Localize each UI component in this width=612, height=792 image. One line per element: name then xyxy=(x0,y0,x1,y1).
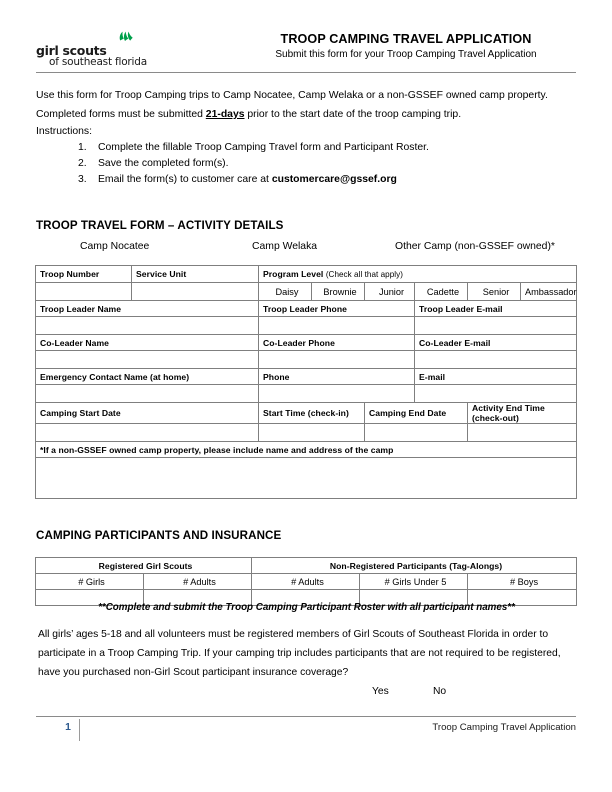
column-header-adults-nonregistered: # Adults xyxy=(252,574,360,590)
table-row xyxy=(36,574,577,590)
table-row xyxy=(36,458,577,499)
input-troop-leader-phone[interactable] xyxy=(259,317,415,335)
intro-line-1: Use this form for Troop Camping trips to Camp Nocatee, Camp Welaka or a non-GSSEF owned camp property. xyxy=(36,90,548,101)
input-camp-address[interactable] xyxy=(36,458,577,499)
table-row xyxy=(36,369,577,385)
label-troop-number: Troop Number xyxy=(36,266,132,283)
activity-details-table xyxy=(35,265,577,499)
input-troop-leader-name[interactable] xyxy=(36,317,259,335)
intro-paragraph xyxy=(36,86,581,124)
footer-page-block xyxy=(60,719,84,741)
label-coleader-email: Co-Leader E-mail xyxy=(415,335,577,351)
list-item xyxy=(36,172,556,188)
organization-logo xyxy=(36,28,196,72)
label-troop-leader-phone: Troop Leader Phone xyxy=(259,301,415,317)
column-header-boys: # Boys xyxy=(468,574,577,590)
page-number: 1 xyxy=(65,722,71,733)
input-coleader-email[interactable] xyxy=(415,351,577,369)
program-level-text: Program Level xyxy=(263,269,324,279)
footer-divider xyxy=(36,716,576,717)
input-camping-end-date[interactable] xyxy=(365,424,468,442)
program-level-hint: (Check all that apply) xyxy=(325,270,403,279)
list-item-number: 3. xyxy=(78,174,87,185)
input-coleader-phone[interactable] xyxy=(259,351,415,369)
label-troop-leader-name: Troop Leader Name xyxy=(36,301,259,317)
label-service-unit: Service Unit xyxy=(132,266,259,283)
intro-line-2 xyxy=(36,105,581,124)
insurance-no-option[interactable]: No xyxy=(433,686,447,697)
instructions-list xyxy=(36,140,556,188)
intro-line-2-pre: Completed forms must be submitted xyxy=(36,109,206,120)
girl-scouts-trefoil-icon xyxy=(116,28,138,48)
section-title-participants-insurance: CAMPING PARTICIPANTS AND INSURANCE xyxy=(36,529,282,542)
camp-options-row xyxy=(36,241,581,255)
insurance-line-3: have you purchased non-Girl Scout participant insurance coverage? xyxy=(38,667,349,678)
program-level-junior[interactable]: Junior xyxy=(365,283,415,301)
input-troop-leader-email[interactable] xyxy=(415,317,577,335)
list-item-text xyxy=(98,172,397,188)
insurance-line-1: All girls’ ages 5-18 and all volunteers must be registered members of Girl Scouts of Southeast Florida in order to xyxy=(38,629,549,640)
label-coleader-phone: Co-Leader Phone xyxy=(259,335,415,351)
label-activity-end-time: Activity End Time (check-out) xyxy=(468,403,577,424)
insurance-line-2: participate in a Troop Camping Trip. If your camping trip includes participants that are not required to be registered, xyxy=(38,648,561,659)
camp-option-welaka[interactable]: Camp Welaka xyxy=(252,241,318,252)
program-level-ambassador[interactable]: Ambassador xyxy=(521,283,577,301)
table-row xyxy=(36,283,577,301)
input-start-time[interactable] xyxy=(259,424,365,442)
instructions-label: Instructions: xyxy=(36,126,93,137)
insurance-yes-option[interactable]: Yes xyxy=(372,686,389,697)
intro-line-2-post: prior to the start date of the troop camping trip. xyxy=(244,109,462,120)
footer-document-name: Troop Camping Travel Application xyxy=(432,722,576,733)
input-troop-number[interactable] xyxy=(36,283,132,301)
program-level-daisy[interactable]: Daisy xyxy=(259,283,312,301)
table-row xyxy=(36,351,577,369)
input-emergency-contact[interactable] xyxy=(36,385,259,403)
list-item-number: 2. xyxy=(78,158,87,169)
page-subtitle: Submit this form for your Troop Camping Travel Application xyxy=(275,49,537,60)
column-header-adults-registered: # Adults xyxy=(144,574,252,590)
table-row xyxy=(36,266,577,283)
label-troop-leader-email: Troop Leader E-mail xyxy=(415,301,577,317)
input-service-unit[interactable] xyxy=(132,283,259,301)
input-activity-end-time[interactable] xyxy=(468,424,577,442)
table-row xyxy=(36,301,577,317)
deadline-emphasis: 21-days xyxy=(205,109,245,120)
label-start-time: Start Time (check-in) xyxy=(259,403,365,424)
footer-vertical-rule xyxy=(79,719,80,741)
column-header-girls-under-5: # Girls Under 5 xyxy=(360,574,468,590)
camp-option-nocatee[interactable]: Camp Nocatee xyxy=(80,241,150,252)
table-row xyxy=(36,385,577,403)
table-row xyxy=(36,442,577,458)
label-emergency-contact: Emergency Contact Name (at home) xyxy=(36,369,259,385)
input-camping-start-date[interactable] xyxy=(36,424,259,442)
program-level-brownie[interactable]: Brownie xyxy=(312,283,365,301)
program-level-senior[interactable]: Senior xyxy=(468,283,521,301)
table-row xyxy=(36,403,577,424)
input-coleader-name[interactable] xyxy=(36,351,259,369)
label-camp-address-footnote: *If a non-GSSEF owned camp property, please include name and address of the camp xyxy=(36,442,577,458)
group-header-registered: Registered Girl Scouts xyxy=(36,558,252,574)
list-item-number: 1. xyxy=(78,142,87,153)
column-header-girls: # Girls xyxy=(36,574,144,590)
list-item-text: Complete the fillable Troop Camping Travel form and Participant Roster. xyxy=(98,142,429,153)
logo-text-secondary: of southeast florida xyxy=(49,56,147,68)
list-item-text: Save the completed form(s). xyxy=(98,158,229,169)
input-emergency-phone[interactable] xyxy=(259,385,415,403)
table-row xyxy=(36,558,577,574)
list-item xyxy=(36,156,556,172)
logo-text-primary: girl scouts xyxy=(36,43,107,58)
camp-option-other[interactable]: Other Camp (non-GSSEF owned)* xyxy=(395,241,555,252)
group-header-non-registered: Non-Registered Participants (Tag-Alongs) xyxy=(252,558,577,574)
page-header xyxy=(36,26,576,72)
insurance-paragraph xyxy=(38,625,568,697)
header-divider xyxy=(36,72,576,73)
roster-note: **Complete and submit the Troop Camping Participant Roster with all participant names** xyxy=(98,602,515,613)
list-item-text-pre: Email the form(s) to customer care at xyxy=(98,174,272,185)
program-level-cadette[interactable]: Cadette xyxy=(415,283,468,301)
customer-care-email[interactable]: customercare@gssef.org xyxy=(271,174,397,185)
label-emergency-email: E-mail xyxy=(415,369,577,385)
section-title-activity-details: TROOP TRAVEL FORM – ACTIVITY DETAILS xyxy=(36,219,284,232)
table-row xyxy=(36,424,577,442)
label-coleader-name: Co-Leader Name xyxy=(36,335,259,351)
label-camping-end-date: Camping End Date xyxy=(365,403,468,424)
label-program-level xyxy=(259,266,577,283)
table-row xyxy=(36,335,577,351)
label-emergency-phone: Phone xyxy=(259,369,415,385)
input-emergency-email[interactable] xyxy=(415,385,577,403)
participants-table xyxy=(35,557,577,606)
table-row xyxy=(36,317,577,335)
page-title: TROOP CAMPING TRAVEL APPLICATION xyxy=(280,32,532,46)
label-camping-start-date: Camping Start Date xyxy=(36,403,259,424)
list-item xyxy=(36,140,556,156)
